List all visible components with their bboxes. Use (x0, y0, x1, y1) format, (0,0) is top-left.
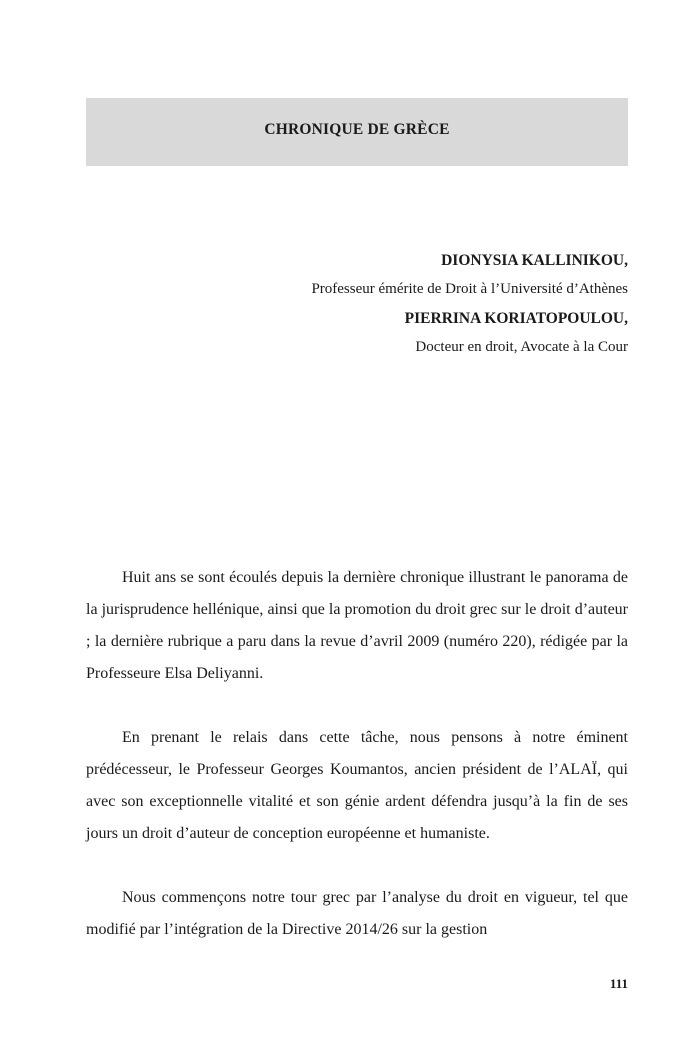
author-affiliation-koriatopoulou: Docteur en droit, Avocate à la Cour (415, 339, 628, 355)
paragraph-1: Huit ans se sont écoulés depuis la dernière chronique illustrant le panorama de la jurisprudence hellénique, ainsi que la promotion du droit grec sur le droit d’auteur ; la dernière rubrique a paru dans la revue d’avril 2009 (numéro 220), rédigée par la Professeure Elsa Deliyanni. (86, 569, 628, 682)
chronicle-header-band (86, 98, 628, 166)
paragraph-3: Nous commençons notre tour grec par l’analyse du droit en vigueur, tel que modifié par l’intégration de la Directive 2014/26 sur la gestion (86, 889, 628, 938)
author-name-koriatopoulou: PIERRINA KORIATOPOULOU, (404, 310, 628, 327)
authors-block (86, 246, 628, 362)
chronicle-title: CHRONIQUE DE GRÈCE (264, 121, 450, 138)
page-number: 111 (609, 976, 628, 991)
body-text (86, 562, 628, 946)
author-name-kallinikou: DIONYSIA KALLINIKOU, (441, 252, 628, 269)
author-affiliation-kallinikou: Professeur émérite de Droit à l’Université d’Athènes (311, 281, 628, 297)
paragraph-2: En prenant le relais dans cette tâche, nous pensons à notre éminent prédécesseur, le Professeur Georges Koumantos, ancien président de l’ALAÏ, qui avec son exceptionnelle vitalité et son génie ardent défendra jusqu’à la fin de ses jours un droit d’auteur de conception européenne et humaniste. (86, 729, 628, 842)
